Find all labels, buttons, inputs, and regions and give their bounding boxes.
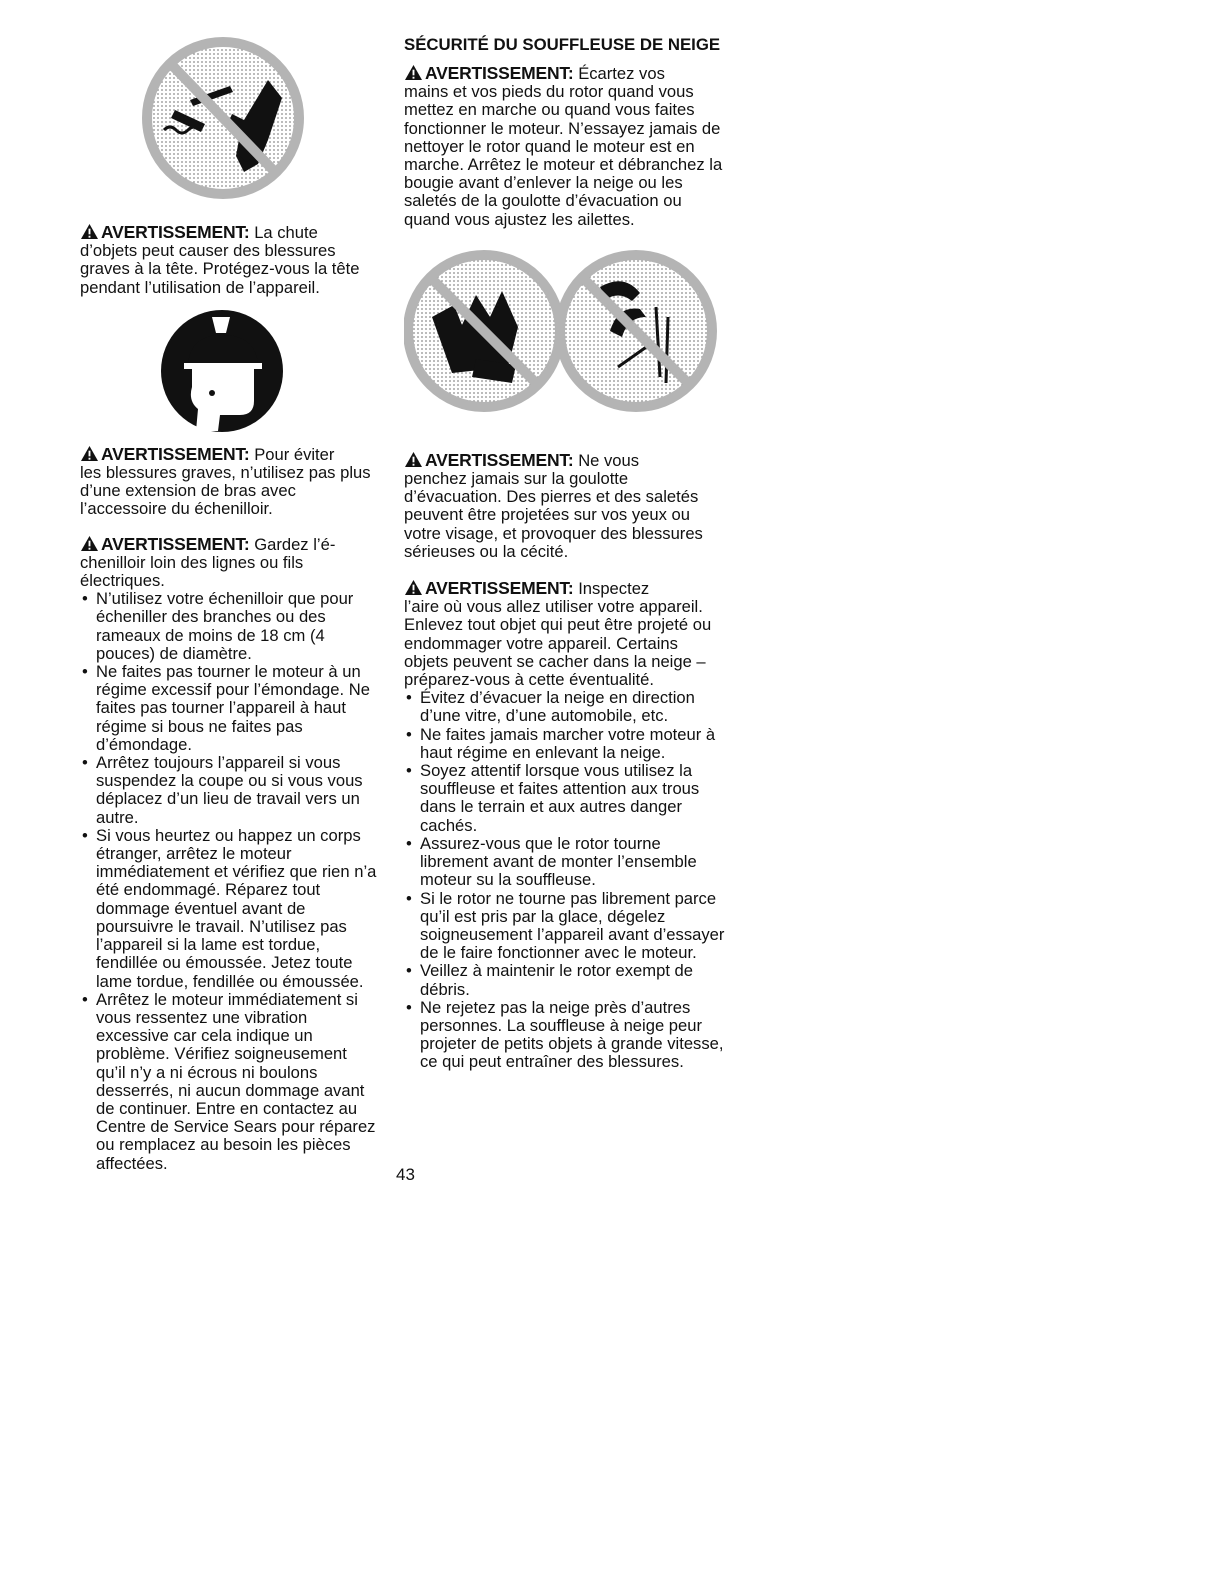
list-item: • Si le rotor ne tourne pas librement parce qu’il est pris par la glace, dégelez soigneusement l’appareil avant d’essayer de le faire fonctionner avec le moteur.	[404, 890, 726, 963]
list-item: • Ne rejetez pas la neige près d’autres personnes. La souffleuse à neige peur projeter de petits objets à grande vitesse, ce qui peut entraîner des blessures.	[404, 999, 726, 1072]
warning-hands-feet	[404, 64, 726, 229]
list-item: • Veillez à maintenir le rotor exempt de débris.	[404, 962, 726, 998]
warning-heading: AVERTISSEMENT:	[425, 63, 574, 83]
bullet-list	[404, 689, 726, 1071]
list-item: • N’utilisez votre échenilloir que pour écheniller des branches ou des rameaux de moins de 18 cm (4 pouces) de diamètre.	[80, 590, 378, 663]
list-item: • Arrêtez toujours l’appareil si vous suspendez la coupe ou si vous vous déplacez d’un lieu de travail vers un autre.	[80, 754, 378, 827]
warning-lead: La chute	[254, 223, 318, 242]
warning-heading: AVERTISSEMENT:	[101, 533, 250, 554]
warning-heading: AVERTISSEMENT:	[101, 443, 250, 464]
warning-power-lines	[80, 535, 378, 1173]
warning-triangle-icon	[404, 579, 423, 596]
warning-chute	[404, 451, 726, 561]
warning-heading: AVERTISSEMENT:	[425, 578, 574, 599]
left-column	[80, 20, 378, 1185]
bullet-list	[80, 590, 378, 1173]
head-protection-icon	[80, 309, 378, 433]
rotor-warning-pictograms	[404, 247, 726, 427]
warning-lead: Inspectez	[578, 579, 650, 599]
no-hand-near-debris-icon	[80, 20, 378, 205]
warning-triangle-icon	[80, 223, 99, 240]
warning-text: les blessures graves, n’utilisez pas plus d’une extension de bras avec l’accessoire du échenilloir.	[80, 463, 371, 519]
warning-text: chenilloir loin des lignes ou fils électriques.	[80, 552, 304, 591]
warning-lead: Pour éviter	[254, 444, 335, 464]
warning-head-cover	[80, 223, 378, 297]
page-number: 43	[396, 1165, 415, 1184]
warning-inspect	[404, 579, 726, 1071]
no-hands-rotor-icon	[408, 255, 560, 407]
list-item: • Évitez d’évacuer la neige en direction d’une vitre, d’une automobile, etc.	[404, 689, 726, 725]
warning-heading: AVERTISSEMENT:	[101, 222, 250, 242]
section-title: SÉCURITÉ DU SOUFFLEUSE DE NEIGE	[404, 35, 721, 54]
list-item: • Si vous heurtez ou happez un corps étranger, arrêtez le moteur immédiatement et vérifiez que rien n’a été endommagé. Réparez tout dommage éventuel avant de poursuivre le travail. N’utilisez pas l’appareil si la lame est tordue, fendillée ou émoussée. Jetez toute lame tordue, fendillée ou émoussée.	[80, 827, 378, 991]
warning-text: l’aire où vous allez utiliser votre appareil. Enlevez tout objet qui peut être projeté ou endommager votre appareil. Certains objets peuvent se cacher dans la neige – préparez-vous à cette éventualité.	[404, 597, 712, 690]
warning-lead: Écartez vos	[578, 64, 665, 83]
warning-text: penchez jamais sur la goulotte d’évacuation. Des pierres et des saletés peuvent être projetées sur vos yeux ou votre visage, et provoquer des blessures sérieuses ou la cécité.	[404, 469, 703, 561]
warning-text: d’objets peut causer des blessures graves à la tête. Protégez-vous la tête pendant l’utilisation de l’appareil.	[80, 241, 360, 297]
warning-lead: Gardez l’é-	[254, 534, 336, 554]
list-item: • Ne faites pas tourner le moteur à un régime excessif pour l’émondage. Ne faites pas tourner l’appareil à haut régime si bous ne faites pas d’émondage.	[80, 663, 378, 754]
list-item: • Ne faites jamais marcher votre moteur à haut régime en enlevant la neige.	[404, 726, 726, 762]
warning-text: mains et vos pieds du rotor quand vous mettez en marche ou quand vous faites fonctionner le moteur. N’essayez jamais de nettoyer le rotor quand le moteur est en marche. Arrêtez le moteur et débranchez la bougie avant d’enlever la neige ou les saletés de la goulotte d’évacuation ou quand vous ajustez les ailettes.	[404, 82, 723, 229]
list-item: • Soyez attentif lorsque vous utilisez la souffleuse et faites attention aux trous dans le terrain et aux autres danger cachés.	[404, 762, 726, 835]
warning-triangle-icon	[80, 445, 99, 462]
warning-arm-extension	[80, 445, 378, 519]
list-item: • Assurez-vous que le rotor tourne librement avant de monter l’ensemble moteur su la souffleuse.	[404, 835, 726, 890]
right-column	[404, 36, 726, 1084]
list-item: • Arrêtez le moteur immédiatement si vous ressentez une vibration excessive car cela indique un problème. Vérifiez soigneusement qu’il n’y a ni écrous ni boulons desserrés, ni aucun dommage avant de continuer. Entre en contactez au Centre de Service Sears pour réparez ou remplacez au besoin les pièces affectées.	[80, 991, 378, 1173]
no-lean-over-chute-icon	[560, 255, 712, 407]
warning-triangle-icon	[80, 535, 99, 552]
warning-triangle-icon	[404, 451, 423, 468]
warning-triangle-icon	[404, 64, 423, 81]
warning-lead: Ne vous	[578, 450, 640, 470]
warning-heading: AVERTISSEMENT:	[425, 449, 574, 470]
